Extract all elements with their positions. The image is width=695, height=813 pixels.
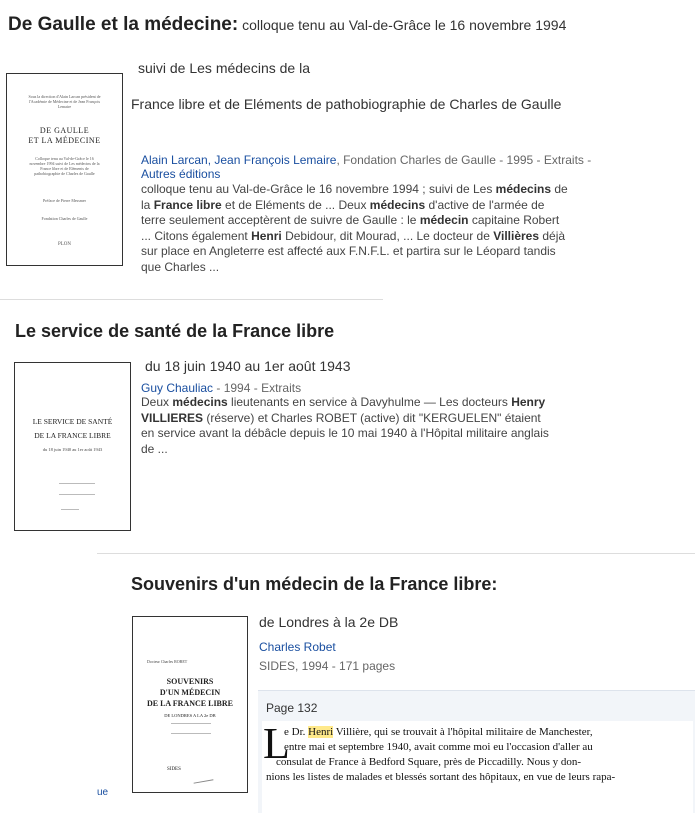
- book2-snippet-run-0: Deux: [141, 395, 173, 409]
- book1-title[interactable]: De Gaulle et la médecine: [8, 14, 232, 35]
- book3-excerpt-line-1-run-0: entre mai et septembre 1940, avait comme moi eu l'occasion d'aller au: [284, 741, 593, 753]
- book3-excerpt-line-3-run-0: nions les listes de malades et blessés sortant des hôpitaux, en vue de leurs rapa-: [266, 771, 616, 783]
- book3-meta: SIDES, 1994 - 171 pages: [259, 659, 396, 673]
- book3-excerpt-line-0-run-2: Villière, qui se trouvait à l'hôpital militaire de Manchester,: [333, 726, 593, 738]
- book1-title-colon: :: [231, 14, 239, 35]
- book3-author-link[interactable]: Charles Robet: [259, 640, 336, 654]
- book3-excerpt: [262, 721, 693, 813]
- book3-title[interactable]: Souvenirs d'un médecin de la France libre:: [131, 574, 498, 594]
- book1-snippet-run-7: médecin: [419, 213, 469, 227]
- book1-snippet-run-3: France libre: [153, 197, 222, 212]
- book3-meta-author: [259, 640, 336, 654]
- book1-cover-title-2: ET LA MÉDECINE: [28, 136, 101, 145]
- book2-snippet-run-2: lieutenants en service à Davyhulme — Les docteurs: [227, 395, 512, 409]
- book2-cover-title-1: LE SERVICE DE SANTÉ: [32, 417, 113, 426]
- book1-cover-preface: Préface de Pierre Messmer: [43, 198, 86, 203]
- book2-snippet-run-3: Henry VILLIERES: [141, 395, 546, 425]
- book3-cover-title-1: SOUVENIRS: [166, 677, 214, 686]
- book1-snippet-run-11: Villières: [493, 228, 540, 243]
- book1-snippet: [141, 182, 571, 275]
- book1-snippet-run-9: Henri: [251, 228, 282, 243]
- book1-more-editions-row: [141, 167, 220, 181]
- book3-cover-publisher: SIDES: [167, 767, 181, 772]
- book1-cover-foundation: Fondation Charles de Gaulle: [41, 216, 88, 221]
- book1-snippet-run-6: d'active de l'armée de terre seulement acceptèrent de suivre de Gaulle : le: [141, 197, 545, 227]
- book1-snippet-run-8: capitaine Robert ... Citons également: [141, 213, 560, 243]
- book1-cover-sub: Colloque tenu au Val-de-Grâce le 16 novembre 1994 suivi de Les médecins de la France libre et de Eléments de pathobiographie de Charles de Gaulle: [29, 156, 100, 176]
- book2-cover-text-line: [61, 509, 79, 510]
- book3-cover-author: Docteur Charles ROBET: [147, 659, 188, 664]
- book1-snippet-run-2: de la: [141, 182, 568, 212]
- book3-cover-signature: [193, 773, 214, 783]
- book3-excerpt-line: [262, 725, 682, 740]
- book3-cover-title-2: D'UN MÉDECIN: [159, 688, 221, 697]
- book2-snippet: [141, 395, 553, 457]
- book3-excerpt-line: [262, 755, 682, 770]
- book2-author-link[interactable]: Guy Chauliac: [141, 381, 214, 395]
- book3-page-label[interactable]: Page 132: [266, 701, 318, 715]
- book1-snippet-run-5: médecins: [369, 197, 426, 212]
- book3-excerpt-text: [262, 721, 682, 785]
- book1-meta: [141, 153, 591, 167]
- book3-cover-text-block: [171, 723, 211, 734]
- book2-snippet-run-4: (réserve) et Charles ROBET (active) dit "KERGUELEN" étaient en service avant la débâcle depuis le 10 mai 1940 à l'Hôpital militaire anglais de ...: [141, 410, 549, 456]
- book3-cover-sub: DE LONDRES A LA 2e DB: [164, 713, 216, 718]
- book1-authors-link[interactable]: Alain Larcan, Jean François Lemaire: [141, 153, 337, 167]
- book1-more-editions-link[interactable]: Autres éditions: [141, 167, 221, 181]
- book1-snippet-run-1: médecins: [495, 182, 552, 196]
- book3-excerpt-line-0-run-1: Henri: [308, 726, 334, 738]
- divider-1: [0, 299, 383, 300]
- book3-drop-cap: L: [263, 719, 290, 768]
- book3-excerpt-line-2-run-0: consulat de France à Bedford Square, près de Piccadilly. Nous y don-: [276, 756, 582, 768]
- book1-snippet-run-12: déjà sur place en Angleterre est affecté aux F.N.F.L. et partira sur le Léopard tandis que Charles ...: [141, 228, 566, 274]
- book2-title[interactable]: Le service de santé de la France libre: [15, 321, 335, 341]
- book2-meta: [141, 381, 301, 395]
- book1-title-rest: colloque tenu au Val-de-Grâce le 16 novembre 1994: [238, 17, 567, 33]
- book1-subtitle-1: suivi de Les médecins de la: [138, 60, 310, 76]
- book1-snippet-run-0: colloque tenu au Val-de-Grâce le 16 novembre 1994 ; suivi de Les: [141, 182, 496, 196]
- book1-cover[interactable]: [6, 73, 123, 266]
- book1-cover-title-1: DE GAULLE: [39, 126, 90, 135]
- book3-cover-title-3: DE LA FRANCE LIBRE: [146, 699, 233, 708]
- divider-2: [97, 553, 695, 554]
- book2-cover-text-block: [59, 483, 95, 495]
- book3-cover[interactable]: [132, 616, 248, 793]
- book1-publisher-meta: , Fondation Charles de Gaulle - 1995 - Extraits -: [336, 153, 592, 167]
- book1-title-row: [8, 14, 566, 36]
- book2-subtitle: du 18 juin 1940 au 1er août 1943: [145, 358, 351, 374]
- stray-link-text[interactable]: ue: [97, 787, 109, 798]
- book1-snippet-run-10: Debidour, dit Mourad, ... Le docteur de: [281, 228, 494, 243]
- book3-excerpt-line-0-run-0: e Dr.: [284, 726, 309, 738]
- book2-cover-dates: du 18 juin 1940 au 1er août 1943: [42, 447, 103, 452]
- book2-snippet-run-1: médecins: [172, 395, 228, 409]
- book3-subtitle: de Londres à la 2e DB: [259, 614, 399, 630]
- book2-cover-title-2: DE LA FRANCE LIBRE: [34, 431, 111, 440]
- book3-excerpt-line: [262, 770, 682, 785]
- book1-cover-top-text: Sous la direction d'Alain Larcan président de l'Académie de Médecine et de Jean François Lemaire: [28, 94, 101, 109]
- book2-meta-text: - 1994 - Extraits: [213, 381, 302, 395]
- book1-snippet-run-4: et de Eléments de ... Deux: [221, 197, 370, 212]
- book3-excerpt-panel: [258, 690, 695, 813]
- book2-cover[interactable]: [14, 362, 131, 531]
- book1-cover-publisher: PLON: [57, 242, 72, 247]
- book3-excerpt-line: [262, 740, 682, 755]
- book1-subtitle-2: France libre et de Eléments de pathobiographie de Charles de Gaulle: [131, 96, 562, 112]
